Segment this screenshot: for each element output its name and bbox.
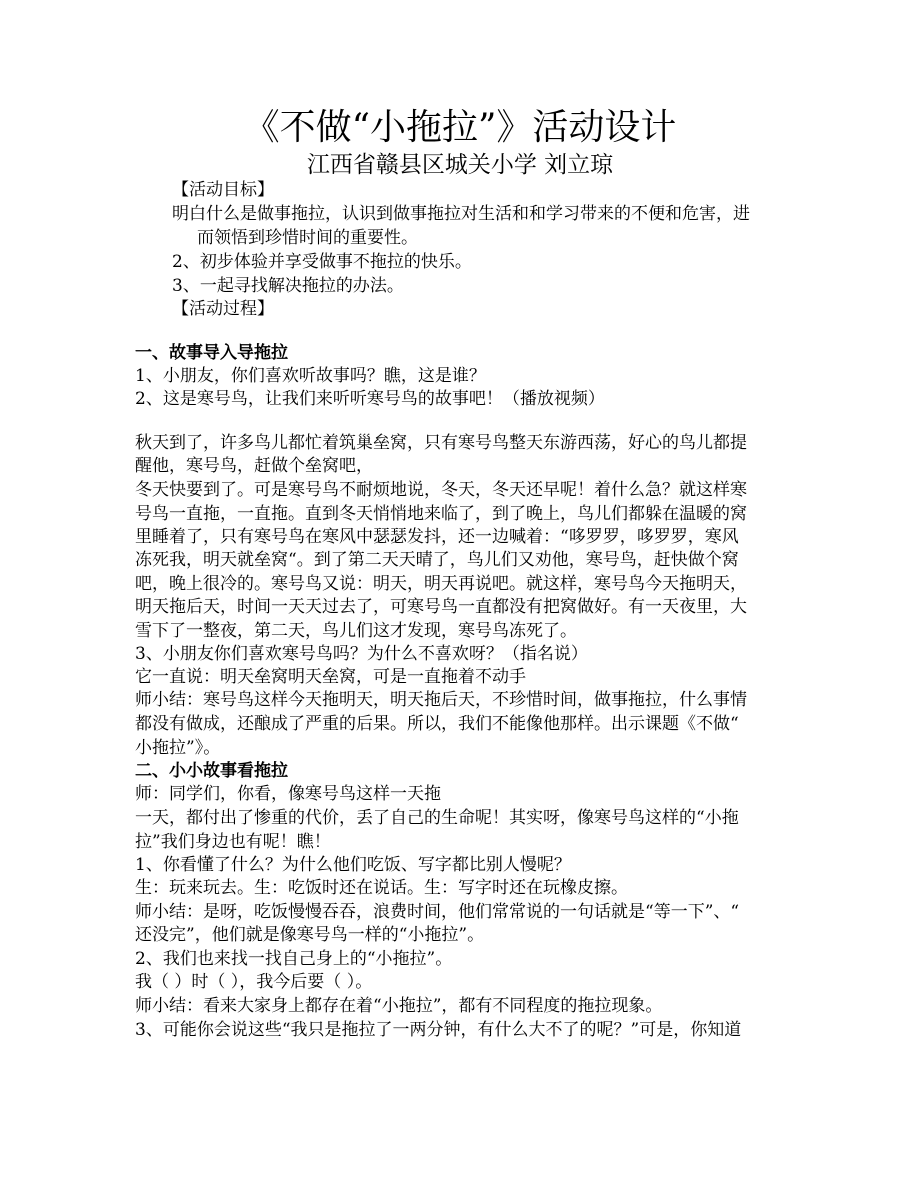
paragraph-line: 它一直说：明天垒窝明天垒窝，可是一直拖着不动手 <box>135 667 526 687</box>
story-line: 里睡着了，只有寒号鸟在寒风中瑟瑟发抖，还一边喊着：“哆罗罗，哆罗罗，寒风 <box>135 527 739 547</box>
paragraph-line: 师小结：寒号鸟这样今天拖明天，明天拖后天，不珍惜时间，做事拖拉，什么事情 <box>135 690 747 710</box>
paragraph-line: 明白什么是做事拖拉，认识到做事拖拉对生活和和学习带来的不便和危害，进 <box>172 204 750 224</box>
paragraph-line: 3、可能你会说这些“我只是拖拉了一两分钟，有什么大不了的呢？”可是，你知道 <box>135 1020 742 1040</box>
story-line: 雪下了一整夜，第二天，鸟儿们这才发现，寒号鸟冻死了。 <box>135 621 577 641</box>
paragraph-line: 3、一起寻找解决拖拉的办法。 <box>172 276 404 296</box>
story-line: 秋天到了，许多鸟儿都忙着筑巢垒窝，只有寒号鸟整天东游西荡，好心的鸟儿都提 <box>135 433 747 453</box>
paragraph-line: 小拖拉”》。 <box>135 738 221 758</box>
paragraph-line: 2、初步体验并享受做事不拖拉的快乐。 <box>172 252 472 272</box>
paragraph-line: 师小结：看来大家身上都存在着“小拖拉”，都有不同程度的拖拉现象。 <box>135 996 663 1016</box>
paragraph-line: 1、小朋友，你们喜欢听故事吗？瞧，这是谁？ <box>135 366 486 386</box>
story-line: 明天拖后天，时间一天天过去了，可寒号鸟一直都没有把窝做好。有一天夜里，大 <box>135 597 747 617</box>
paragraph-line: 生：玩来玩去。生：吃饭时还在说话。生：写字时还在玩橡皮擦。 <box>135 878 628 898</box>
section-heading-1: 一、故事导入导拖拉 <box>135 343 288 363</box>
paragraph-line: 都没有做成，还酿成了严重的后果。所以，我们不能像他那样。出示课题《不做“ <box>135 714 739 734</box>
story-line: 冻死我，明天就垒窝“。到了第二天天晴了，鸟儿们又劝他，寒号鸟，赶快做个窝 <box>135 550 739 570</box>
paragraph-line: 1、你看懂了什么？为什么他们吃饭、写字都比别人慢呢？ <box>135 855 571 875</box>
story-line: 醒他，寒号鸟，赶做个垒窝吧， <box>135 456 373 476</box>
section-heading-goals: 【活动目标】 <box>172 180 274 200</box>
paragraph-line: 而领悟到珍惜时间的重要性。 <box>197 228 418 248</box>
paragraph-line: 一天，都付出了惨重的代价，丢了自己的生命呢！其实呀，像寒号鸟这样的“小拖 <box>135 808 739 828</box>
paragraph-line: 2、这是寒号鸟，让我们来听听寒号鸟的故事吧！（播放视频） <box>135 389 605 409</box>
paragraph-line: 还没完”，他们就是像寒号鸟一样的“小拖拉”。 <box>135 925 485 945</box>
paragraph-line: 师小结：是呀，吃饭慢慢吞吞，浪费时间，他们常常说的一句话就是“等一下”、“ <box>135 902 740 922</box>
fill-in-blank-line: 我（ ）时（ ），我今后要（ ）。 <box>135 972 373 992</box>
paragraph-line: 师：同学们，你看，像寒号鸟这样一天拖 <box>135 784 441 804</box>
story-line: 号鸟一直拖，一直拖。直到冬天悄悄地来临了，到了晚上，鸟儿们都躲在温暖的窝 <box>135 504 747 524</box>
paragraph-line: 2、我们也来找一找自己身上的“小拖拉”。 <box>135 949 453 969</box>
section-heading-2: 二、小小故事看拖拉 <box>135 761 288 781</box>
section-heading-process: 【活动过程】 <box>172 299 274 319</box>
story-line: 吧，晚上很冷的。寒号鸟又说：明天，明天再说吧。就这样，寒号鸟今天拖明天， <box>135 574 747 594</box>
document-title: 《不做“小拖拉”》活动设计 <box>243 107 677 148</box>
document-subtitle: 江西省赣县区城关小学 刘立琼 <box>306 152 614 178</box>
story-line: 冬天快要到了。可是寒号鸟不耐烦地说，冬天，冬天还早呢！着什么急？就这样寒 <box>135 480 747 500</box>
paragraph-line: 拉”我们身边也有呢！瞧！ <box>135 832 331 852</box>
paragraph-line: 3、小朋友你们喜欢寒号鸟吗？为什么不喜欢呀？（指名说） <box>135 644 588 664</box>
